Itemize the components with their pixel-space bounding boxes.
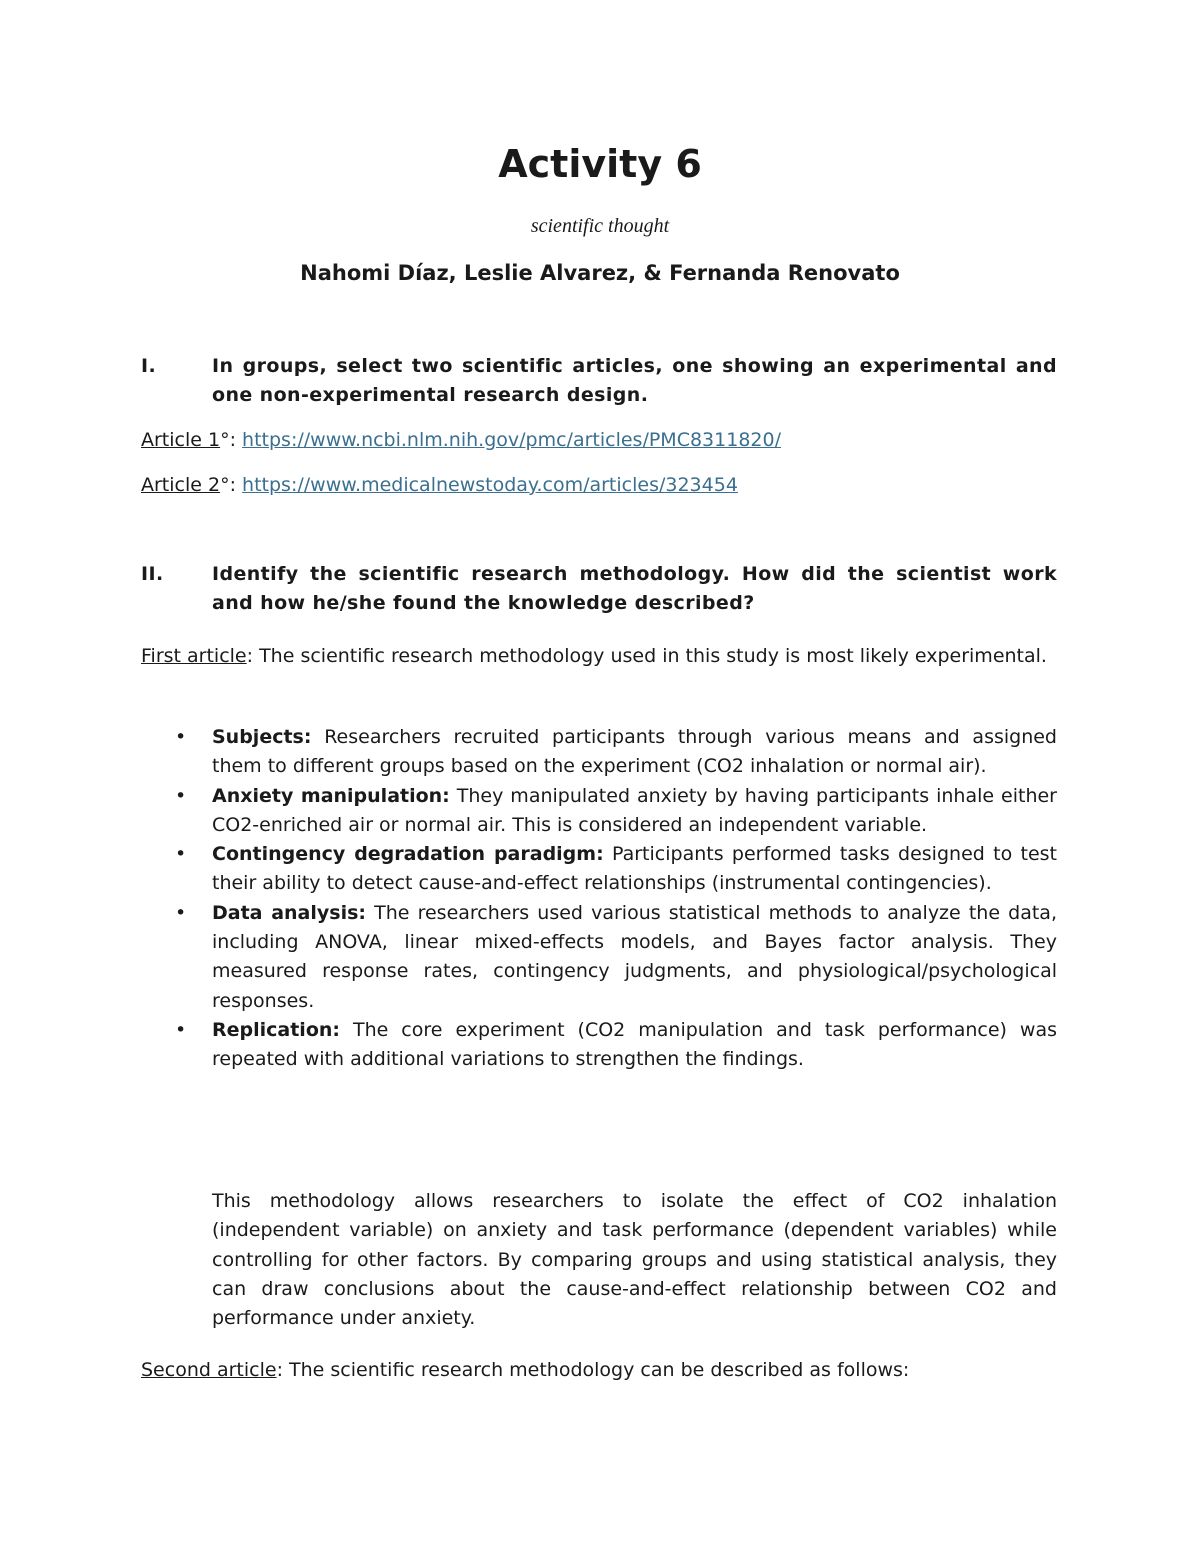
article-1-suffix: °: bbox=[220, 429, 243, 451]
bullet-text: The core experiment (CO2 manipulation and task performance) was repeated with additional variations to strengthen the findings. bbox=[212, 1018, 1057, 1071]
list-item bbox=[141, 723, 1057, 782]
bullet-term: Anxiety manipulation: bbox=[212, 784, 450, 807]
list-item bbox=[141, 1016, 1057, 1075]
bullet-icon: • bbox=[175, 1018, 187, 1041]
bullet-text: They manipulated anxiety by having participants inhale either CO2-enriched air or normal air. This is considered an independent variable. bbox=[212, 784, 1057, 836]
first-article-label: First article bbox=[141, 645, 247, 667]
section-2-heading: Identify the scientific research methodology. How did the scientist work and how he/she found the knowledge described? bbox=[212, 563, 1057, 614]
first-article-paragraph bbox=[141, 642, 1057, 671]
section-1-number: I. bbox=[141, 355, 157, 377]
bullet-term: Contingency degradation paradigm: bbox=[212, 843, 604, 866]
bullet-text: Participants performed tasks designed to test their ability to detect cause-and-effect relationships (instrumental contingencies). bbox=[212, 843, 1057, 895]
second-article-text: : The scientific research methodology can be described as follows: bbox=[276, 1359, 910, 1381]
bullet-icon: • bbox=[175, 726, 187, 748]
first-article-text: : The scientific research methodology used in this study is most likely experimental. bbox=[246, 645, 1047, 667]
article-2-label: Article 2 bbox=[141, 474, 221, 496]
methodology-paragraph: This methodology allows researchers to isolate the effect of CO2 inhalation (independent variable) on anxiety and task performance (dependent variables) while controlling for other factors. By comparing groups and using statistical analysis, they can draw conclusions about the cause-and-effect relationship between CO2 and performance under anxiety. bbox=[212, 1190, 1057, 1330]
bullet-icon: • bbox=[175, 901, 187, 924]
second-article-paragraph bbox=[141, 1356, 1057, 1385]
list-item bbox=[141, 840, 1057, 899]
bullet-term: Subjects: bbox=[212, 726, 312, 748]
bullet-icon: • bbox=[175, 784, 187, 807]
article-1-line bbox=[141, 426, 1057, 455]
bullet-icon: • bbox=[175, 843, 187, 866]
list-item bbox=[141, 782, 1057, 841]
bullet-text: Researchers recruited participants through various means and assigned them to different groups based on the experiment (CO2 inhalation or normal air). bbox=[212, 726, 1057, 778]
bullet-term: Data analysis: bbox=[212, 901, 366, 924]
article-1-label: Article 1 bbox=[141, 429, 221, 451]
section-2-number: II. bbox=[141, 563, 164, 585]
page-title: Activity 6 bbox=[498, 142, 702, 186]
section-2 bbox=[141, 560, 1057, 618]
section-1-heading: In groups, select two scientific articles, one showing an experimental and one non-experimental research design. bbox=[212, 355, 1057, 406]
list-item bbox=[141, 899, 1057, 1016]
section-1 bbox=[141, 352, 1057, 410]
methodology-bullet-list bbox=[141, 723, 1057, 1075]
article-1-link[interactable]: https://www.ncbi.nlm.nih.gov/pmc/articles/PMC8311820/ bbox=[242, 429, 781, 451]
bullet-term: Replication: bbox=[212, 1018, 340, 1041]
authors: Nahomi Díaz, Leslie Alvarez, & Fernanda Renovato bbox=[300, 261, 900, 285]
article-2-suffix: °: bbox=[220, 474, 243, 496]
article-2-link[interactable]: https://www.medicalnewstoday.com/articles/323454 bbox=[242, 474, 738, 496]
bullet-text: The researchers used various statistical methods to analyze the data, including ANOVA, linear mixed-effects models, and Bayes factor analysis. They measured response rates, contingency judgments, and physiological/psychological responses. bbox=[212, 901, 1057, 1012]
second-article-label: Second article bbox=[141, 1359, 277, 1381]
article-2-line bbox=[141, 471, 1057, 500]
page-subtitle: scientific thought bbox=[530, 215, 670, 237]
